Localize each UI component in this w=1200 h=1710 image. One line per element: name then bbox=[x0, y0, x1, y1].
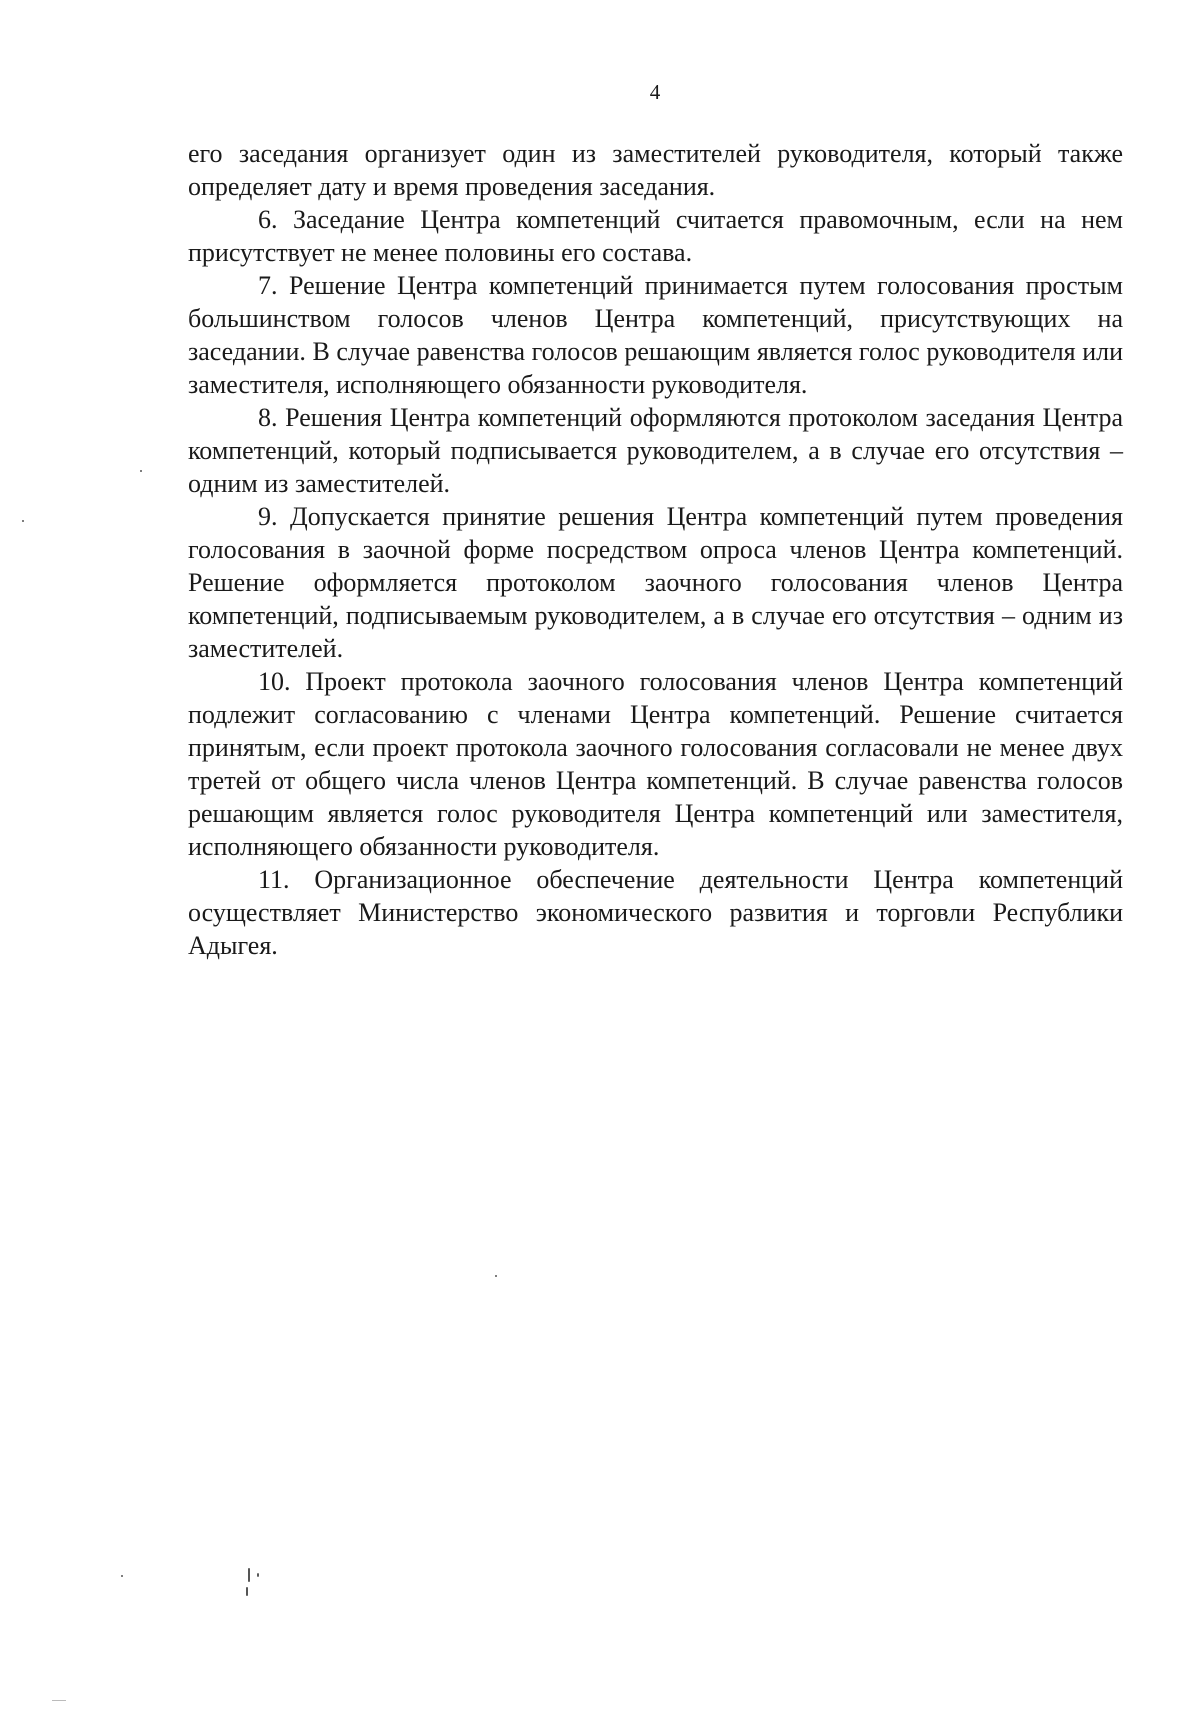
paragraph-7: 7. Решение Центра компетенций принимается путем голосования простым большинством голосов членов Центра компетенций, присутствующих на заседании. В случае равенства голосов решающим является голос руководителя или заместителя, исполняющего обязанности руководителя. bbox=[188, 271, 1123, 399]
paragraph-11: 11. Организационное обеспечение деятельности Центра компетенций осуществляет Министерство экономического развития и торговли Республики Адыгея. bbox=[188, 865, 1123, 960]
paragraph-continuation: его заседания организует один из заместителей руководителя, который также определяет дату и время проведения заседания. bbox=[188, 139, 1123, 201]
page-number: 4 bbox=[649, 80, 661, 104]
scan-speck bbox=[52, 1700, 66, 1701]
document-body bbox=[188, 137, 1123, 962]
scan-speck bbox=[246, 1587, 248, 1596]
scan-speck bbox=[121, 1575, 123, 1577]
paragraph-6: 6. Заседание Центра компетенций считается правомочным, если на нем присутствует не менее половины его состава. bbox=[188, 205, 1123, 267]
paragraph-9: 9. Допускается принятие решения Центра компетенций путем проведения голосования в заочной форме посредством опроса членов Центра компетенций. Решение оформляется протоколом заочного голосования членов Центра компетенций, подписываемым руководителем, а в случае его отсутствия – одним из заместителей. bbox=[188, 502, 1123, 663]
scan-speck bbox=[257, 1573, 259, 1577]
paragraph-10: 10. Проект протокола заочного голосования членов Центра компетенций подлежит согласованию с членами Центра компетенций. Решение считается принятым, если проект протокола заочного голосования согласовали не менее двух третей от общего числа членов Центра компетенций. В случае равенства голосов решающим является голос руководителя Центра компетенций или заместителя, исполняющего обязанности руководителя. bbox=[188, 667, 1123, 861]
paragraph-8: 8. Решения Центра компетенций оформляются протоколом заседания Центра компетенций, который подписывается руководителем, а в случае его отсутствия – одним из заместителей. bbox=[188, 403, 1123, 498]
scan-speck bbox=[140, 470, 142, 472]
scan-speck bbox=[22, 520, 24, 522]
scan-speck bbox=[248, 1568, 250, 1582]
scan-speck bbox=[495, 1275, 497, 1277]
